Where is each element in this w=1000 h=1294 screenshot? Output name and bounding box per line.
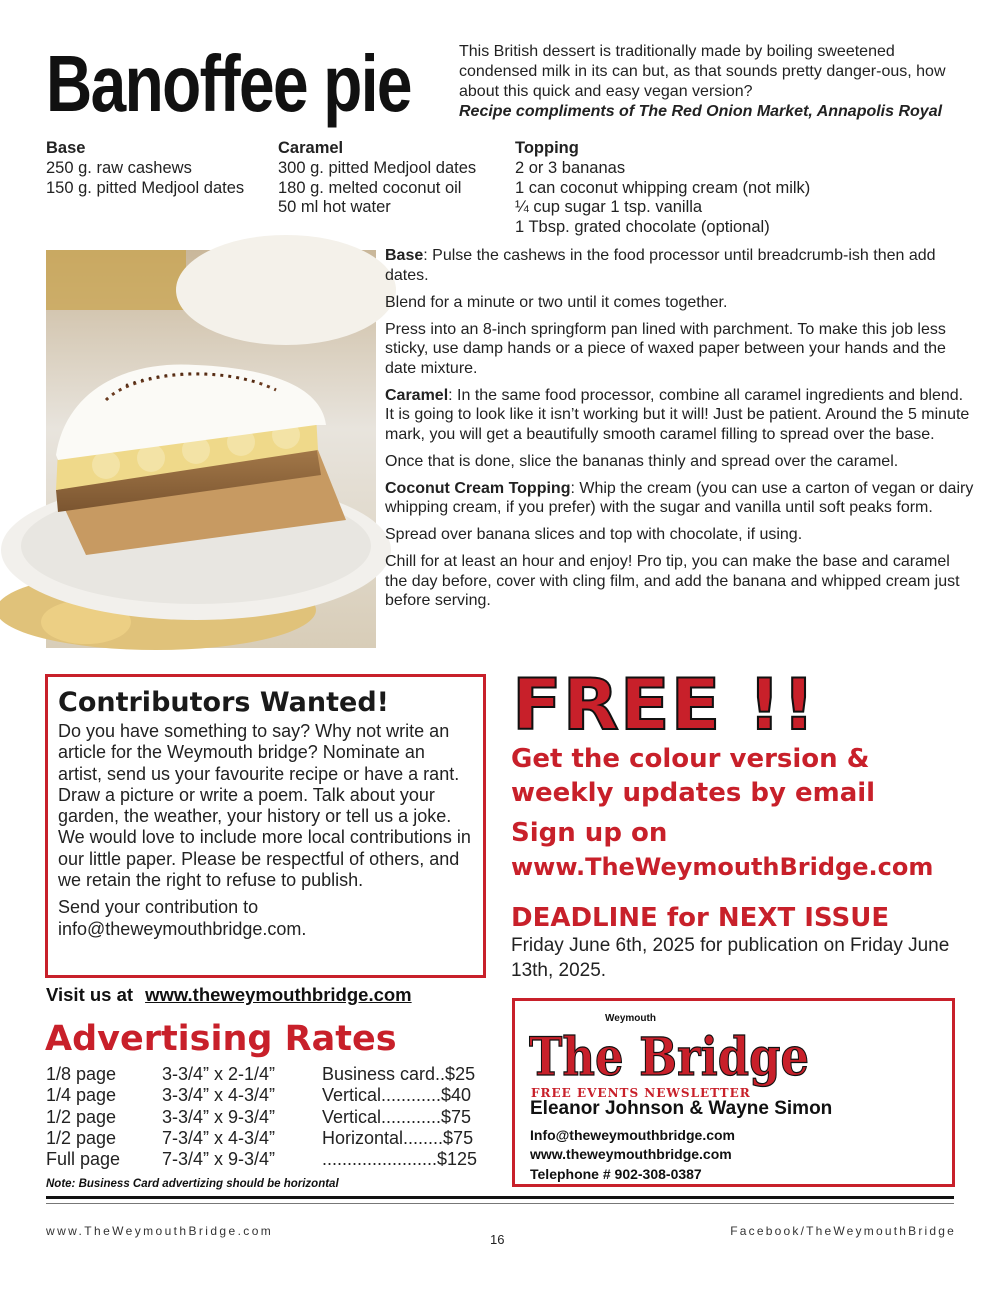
ingredient-item: 50 ml hot water <box>278 198 391 217</box>
free-headline: FREE !! <box>512 664 817 746</box>
footer-rule <box>46 1196 954 1199</box>
contact-email[interactable]: Info@theweymouthbridge.com <box>530 1127 735 1143</box>
ingredients-caramel <box>278 139 514 218</box>
method-step: Chill for at least an hour and enjoy! Pro tip, you can make the base and caramel the day before, cover with cling film, and add the banana and whipped cream just before serving. <box>385 553 960 609</box>
rate-row: 1/2 page 7-3/4” x 4-3/4” Horizontal........$75 <box>46 1127 474 1148</box>
contact-website[interactable]: www.theweymouthbridge.com <box>530 1146 732 1162</box>
rate-row: 1/4 page 3-3/4” x 4-3/4” Vertical............$40 <box>46 1085 472 1106</box>
method-step: Base: Pulse the cashews in the food processor until breadcrumb-ish then add dates. <box>385 247 936 284</box>
promo-line: Get the colour version & <box>511 744 870 774</box>
method-step: Blend for a minute or two until it comes together. <box>385 293 728 311</box>
signup-label: Sign up on <box>511 818 668 848</box>
visit-line <box>46 984 412 1006</box>
method-step: Spread over banana slices and top with chocolate, if using. <box>385 526 803 543</box>
rate-row: 1/8 page 3-3/4” x 2-1/4” Business card..$25 <box>46 1064 476 1084</box>
ingredients-heading: Caramel <box>278 139 344 157</box>
signup-link[interactable]: www.TheWeymouthBridge.com <box>511 853 934 881</box>
visit-label: Visit us at <box>46 984 134 1005</box>
ingredient-item: 150 g. pitted Medjool dates <box>46 178 245 197</box>
contributors-heading: Contributors Wanted! <box>58 687 389 718</box>
logo-title: The Bridge <box>529 1027 809 1088</box>
the-bridge-logo <box>527 1009 817 1099</box>
deadline-heading: DEADLINE for NEXT ISSUE <box>511 903 890 933</box>
recipe-title: Banoffee pie <box>46 39 411 128</box>
method-step: Caramel: In the same food processor, combine all caramel ingredients and blend. It is going to look like it isn’t working but it will! Just be patient. Around the 5 minute mark, you will get a beautifully smooth caramel filling to spread over the base. <box>385 386 970 443</box>
recipe-method <box>385 246 975 618</box>
deadline-text: Friday June 6th, 2025 for publication on Friday June 13th, 2025. <box>511 935 950 981</box>
ingredients-heading: Base <box>46 139 86 157</box>
promo-line: weekly updates by email <box>511 778 876 808</box>
rate-row: 1/2 page 3-3/4” x 9-3/4” Vertical............$75 <box>46 1106 472 1127</box>
advertising-rates-table <box>46 1064 496 1170</box>
editor-names: Eleanor Johnson & Wayne Simon <box>530 1098 833 1119</box>
ingredient-item: 300 g. pitted Medjool dates <box>278 158 477 177</box>
method-step: Press into an 8-inch springform pan lined with parchment. To make this job less sticky, use damp hands or a piece of waxed paper between your hands and the date mixture. <box>385 320 946 377</box>
footer-rule-thin <box>46 1203 954 1204</box>
footer-facebook[interactable]: Facebook/TheWeymouthBridge <box>730 1224 956 1238</box>
ingredients-base <box>46 139 276 198</box>
logo-tagline: FREE EVENTS NEWSLETTER <box>531 1086 751 1100</box>
ingredient-item: 2 or 3 bananas <box>515 158 626 177</box>
recipe-intro <box>459 42 969 122</box>
contributors-body: Do you have something to say? Why not write an article for the Weymouth bridge? Nominate an artist, send us your favourite recipe or have a rant. Draw a picture or write a poem. Talk about your garden, the weather, your history or tell us a joke. We would love to include more local contributions in our little paper. Please be respectful of others, and we retain the right to refuse to publish. <box>58 721 471 891</box>
logo-small-text: Weymouth <box>605 1013 656 1024</box>
contact-phone: Telephone # 902-308-0387 <box>530 1166 702 1182</box>
ingredients-topping <box>515 139 945 238</box>
recipe-credit: Recipe compliments of The Red Onion Market, Annapolis Royal <box>459 103 943 120</box>
ingredient-item: ¼ cup sugar 1 tsp. vanilla <box>515 198 703 217</box>
advertising-note: Note: Business Card advertizing should be horizontal <box>46 1178 339 1190</box>
intro-text: This British dessert is traditionally made by boiling sweetened condensed milk in its can but, as that sounds pretty danger-ous, how about this quick and easy vegan version? <box>459 43 946 100</box>
ingredient-item: 1 can coconut whipping cream (not milk) <box>515 178 811 197</box>
ingredients-heading: Topping <box>515 139 579 157</box>
footer-website[interactable]: www.TheWeymouthBridge.com <box>46 1224 274 1238</box>
contributors-send: Send your contribution to info@theweymouthbridge.com. <box>58 897 307 939</box>
ingredient-item: 1 Tbsp. grated chocolate (optional) <box>515 218 770 237</box>
page-number: 16 <box>490 1232 505 1247</box>
method-step: Once that is done, slice the bananas thinly and spread over the caramel. <box>385 452 899 470</box>
visit-link[interactable]: www.theweymouthbridge.com <box>145 984 412 1005</box>
ingredient-item: 250 g. raw cashews <box>46 158 192 177</box>
banoffee-pie-photo <box>46 250 376 648</box>
advertising-heading: Advertising Rates <box>45 1019 397 1059</box>
ingredient-item: 180 g. melted coconut oil <box>278 178 462 197</box>
rate-row: Full page 7-3/4” x 9-3/4” .......................$125 <box>46 1149 478 1170</box>
contributors-box <box>45 674 486 978</box>
method-step: Coconut Cream Topping: Whip the cream (you can use a carton of vegan or dairy whipping cream, if you prefer) with the sugar and vanilla until soft peaks form. <box>385 479 974 516</box>
masthead-box <box>512 998 955 1187</box>
